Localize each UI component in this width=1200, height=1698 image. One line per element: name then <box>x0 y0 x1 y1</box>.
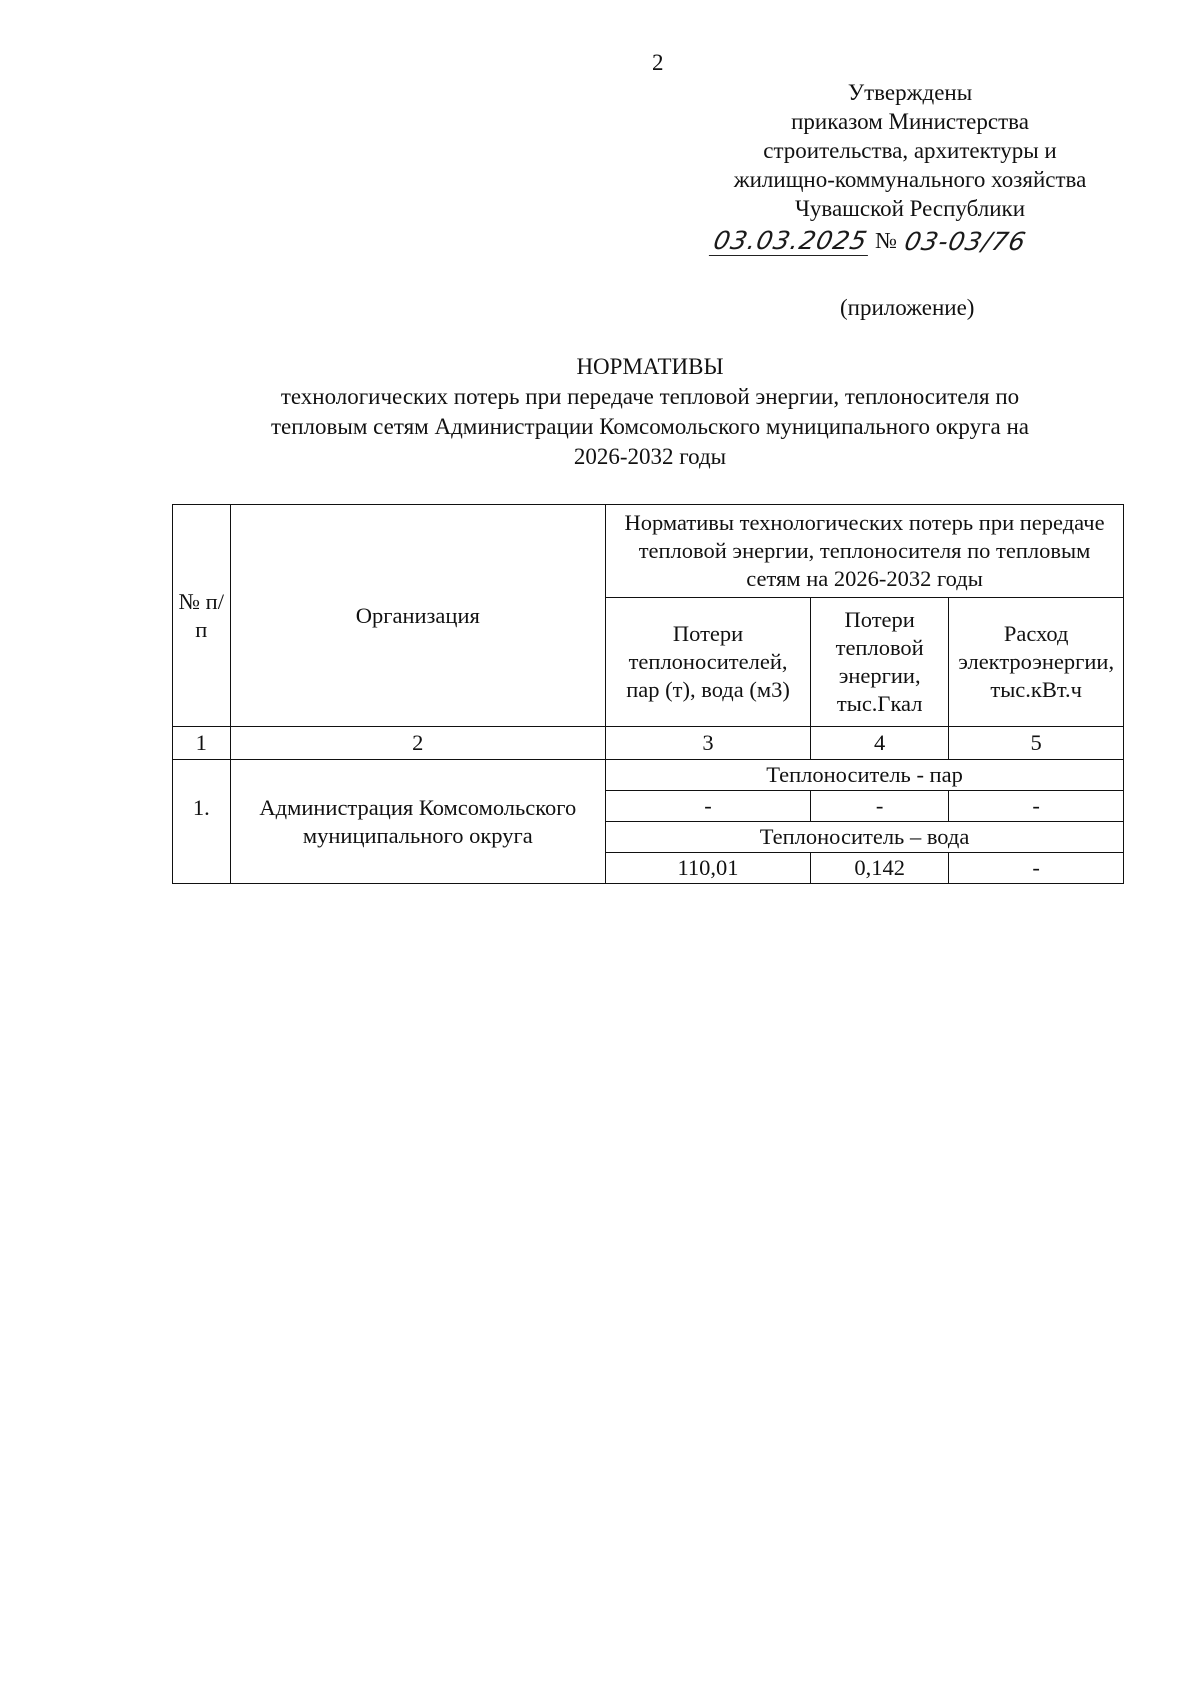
header-heat-losses: Потери тепловой энергии, тыс.Гкал <box>811 598 949 727</box>
number-sign: № <box>875 228 898 253</box>
column-index: 1 <box>173 727 231 760</box>
header-coolant-losses: Потери теплоносителей, пар (т), вода (м3) <box>606 598 811 727</box>
handwritten-order-number: 03-03/76 <box>902 227 1030 256</box>
approval-line: строительства, архитектуры и <box>763 138 1057 163</box>
title-main: НОРМАТИВЫ <box>576 354 724 379</box>
page-number: 2 <box>652 50 664 75</box>
approval-line: жилищно-коммунального хозяйства <box>733 167 1087 192</box>
title-subline: 2026-2032 годы <box>573 444 727 469</box>
document-title <box>170 352 1130 472</box>
column-index: 4 <box>811 727 949 760</box>
order-date-number <box>712 226 1028 256</box>
column-index: 2 <box>230 727 606 760</box>
title-subline: технологических потерь при передаче тепловой энергии, теплоносителя по <box>280 384 1020 409</box>
appendix-label: (приложение) <box>840 295 975 320</box>
column-index-row <box>173 727 1124 760</box>
approval-stamp-block <box>700 78 1120 223</box>
steam-coolant-losses: - <box>606 791 811 822</box>
approval-line: Утверждены <box>847 80 973 105</box>
water-electricity: - <box>949 853 1124 884</box>
column-index: 3 <box>606 727 811 760</box>
title-subline: тепловым сетям Администрации Комсомольского муниципального округа на <box>270 414 1029 439</box>
header-num: № п/п <box>173 505 231 727</box>
row-organization: Администрация Комсомольского муниципального округа <box>230 760 606 884</box>
water-coolant-losses: 110,01 <box>606 853 811 884</box>
table-row <box>173 760 1124 791</box>
column-index: 5 <box>949 727 1124 760</box>
header-norms-group: Нормативы технологических потерь при передаче тепловой энергии, теплоносителя по тепловым сетям на 2026-2032 годы <box>606 505 1124 598</box>
norms-table <box>172 504 1124 884</box>
header-row <box>173 505 1124 598</box>
handwritten-date: 03.03.2025 <box>709 226 875 256</box>
water-heat-losses: 0,142 <box>811 853 949 884</box>
header-electricity: Расход электроэнергии, тыс.кВт.ч <box>949 598 1124 727</box>
steam-section-label: Теплоноситель - пар <box>606 760 1124 791</box>
approval-line: приказом Министерства <box>791 109 1029 134</box>
steam-heat-losses: - <box>811 791 949 822</box>
approval-line: Чувашской Республики <box>794 196 1026 221</box>
water-section-label: Теплоноситель – вода <box>606 822 1124 853</box>
steam-electricity: - <box>949 791 1124 822</box>
header-organization: Организация <box>230 505 606 727</box>
row-number: 1. <box>173 760 231 884</box>
